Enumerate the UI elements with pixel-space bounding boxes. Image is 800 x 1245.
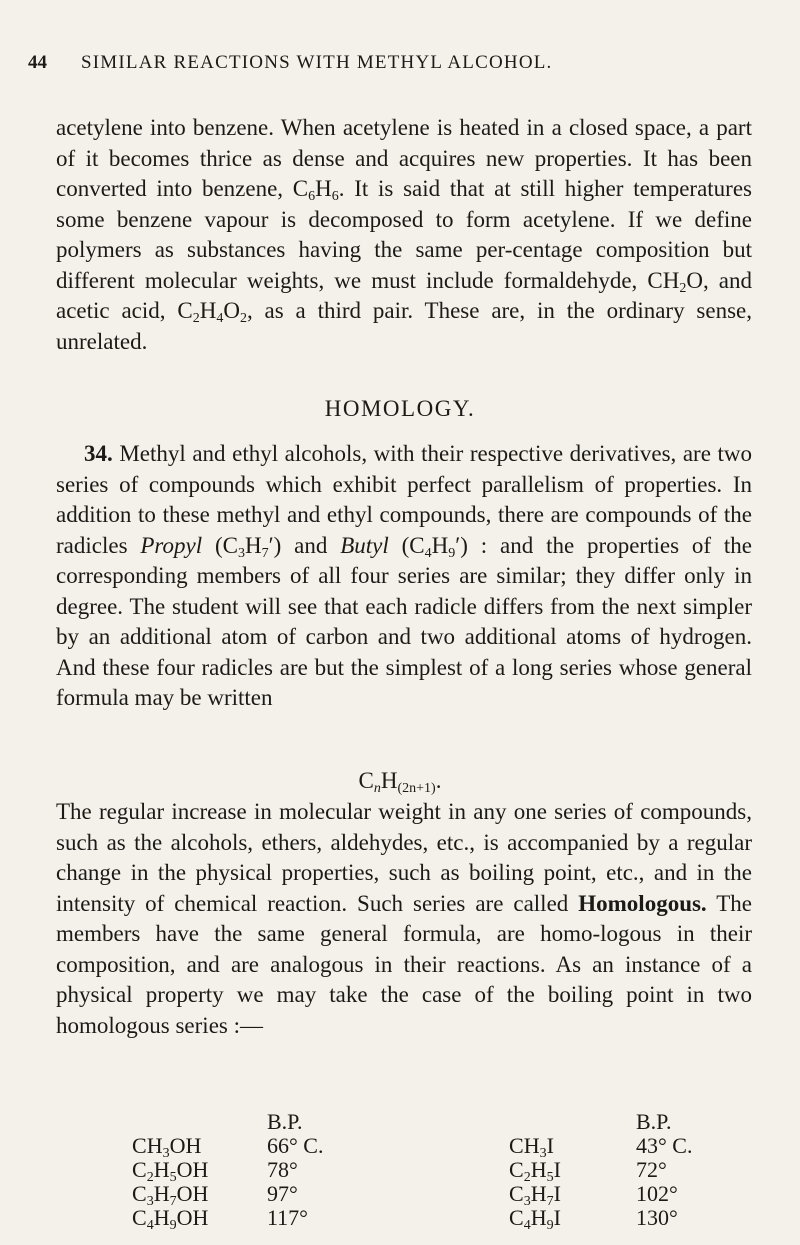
iodide-formula: $C_4H_9I$: [509, 1205, 561, 1233]
section-heading: HOMOLOGY.: [324, 396, 476, 421]
iodide-formula: $C_2H_5I$: [509, 1157, 561, 1185]
subscript: 4: [216, 311, 224, 326]
text-run: . It is said that at still higher temperatures some benzene vapour is decomposed to form acetylene. If we define polymers as substances having the same per-centage composition but different molecular weights, we must include formaldehyde, CH: [56, 176, 752, 293]
alcohol-bp: 117°: [267, 1205, 308, 1230]
running-title: SIMILAR REACTIONS WITH METHYL ALCOHOL.: [81, 52, 553, 73]
alcohol-formula: $C_3H_7OH$: [132, 1181, 209, 1209]
iodide-bp: 43° C.: [636, 1133, 693, 1158]
alcohol-formula: $CH_3OH$: [132, 1133, 202, 1161]
text-run: (C: [388, 532, 425, 558]
alcohol-formula: $C_4H_9OH$: [132, 1205, 209, 1233]
subscript: 6: [308, 189, 316, 204]
alcohol-formula: $C_2H_5OH$: [132, 1157, 209, 1185]
text-run: H: [244, 532, 262, 558]
text-run: H: [431, 532, 449, 558]
general-formula: [0, 768, 800, 794]
subscript: 2: [239, 311, 247, 326]
text-run: , as a third pair. These are, in the ordinary sense, unrelated.: [56, 298, 752, 354]
text-run: H: [199, 298, 217, 323]
formula-part: C: [358, 768, 374, 793]
propyl-term: Propyl: [140, 532, 203, 558]
iodide-bp: 130°: [636, 1205, 678, 1230]
alcohol-bp: 97°: [267, 1181, 298, 1206]
page-number: 44: [28, 52, 47, 73]
paragraph-homologous: [56, 797, 752, 1041]
text-run: H: [315, 176, 332, 201]
iodide-bp-column: [636, 1110, 692, 1230]
subscript: 2: [192, 311, 200, 326]
alcohol-bp: 78°: [267, 1157, 298, 1182]
formula-part: .: [435, 768, 442, 793]
bp-header: B.P.: [636, 1109, 672, 1134]
paragraph-homology: [56, 439, 752, 714]
bp-header: B.P.: [267, 1109, 303, 1134]
homologous-term: Homologous.: [578, 890, 707, 916]
formula-part: H: [380, 768, 398, 793]
iodide-formula-column: [509, 1110, 561, 1233]
butyl-term: Butyl: [340, 532, 389, 558]
iodide-formula: $CH_3I$: [509, 1133, 554, 1161]
text-run: Methyl and ethyl alcohols, with their respective derivatives, are two series of compounds which exhibit perfect parallelism of properties. In addition to these methyl and ethyl compounds, there are compounds of the radicles: [56, 441, 752, 558]
subscript: 2: [679, 280, 687, 296]
formula-subscript: n: [373, 781, 381, 796]
text-run: acetylene into benzene. When acetylene is heated in a closed space, a part of it becomes thrice as dense and acquires new properties. It has been converted into benzene, C: [56, 115, 752, 201]
alcohol-bp: 66° C.: [267, 1133, 324, 1158]
alcohol-bp-column: [267, 1110, 323, 1230]
formula-subscript: (2n+1): [397, 781, 436, 796]
subscript: 4: [424, 545, 432, 561]
paragraph-polymers: [56, 113, 752, 357]
text-run: O: [223, 298, 240, 323]
subscript: 6: [331, 189, 339, 204]
iodide-bp: 102°: [636, 1181, 678, 1206]
text-run: The regular increase in molecular weight in any one series of compounds, such as the alcohols, ethers, aldehydes, etc., is accompanied by a regular change in the physical properties, such as boiling point, etc., and in the intensity of chemical reaction. Such series are called: [56, 799, 752, 916]
text-run: The members have the same general formula, are homo-logous in their composition, and are analogous in their reactions. As an instance of a physical property we may take the case of the boiling point in two homologous series :—: [56, 890, 752, 1038]
iodide-bp: 72°: [636, 1157, 667, 1182]
text-run: ′) : and the properties of the corresponding members of all four series are similar; they differ only in degree. The student will see that each radicle differs from the next simpler by an additional atom of carbon and two additional atoms of hydrogen. And these four radicles are but the simplest of a long series whose general formula may be written: [56, 532, 752, 710]
subscript: 9: [448, 545, 456, 561]
subscript: 7: [261, 545, 269, 561]
text-run: ′) and: [268, 532, 341, 558]
running-header: [28, 52, 760, 74]
subscript: 3: [237, 545, 245, 561]
text-run: O, and acetic acid, C: [56, 267, 752, 323]
iodide-formula: $C_3H_7I$: [509, 1181, 561, 1209]
alcohol-formula-column: [132, 1110, 209, 1233]
text-run: (C: [202, 532, 238, 558]
section-number: 34.: [84, 441, 113, 466]
